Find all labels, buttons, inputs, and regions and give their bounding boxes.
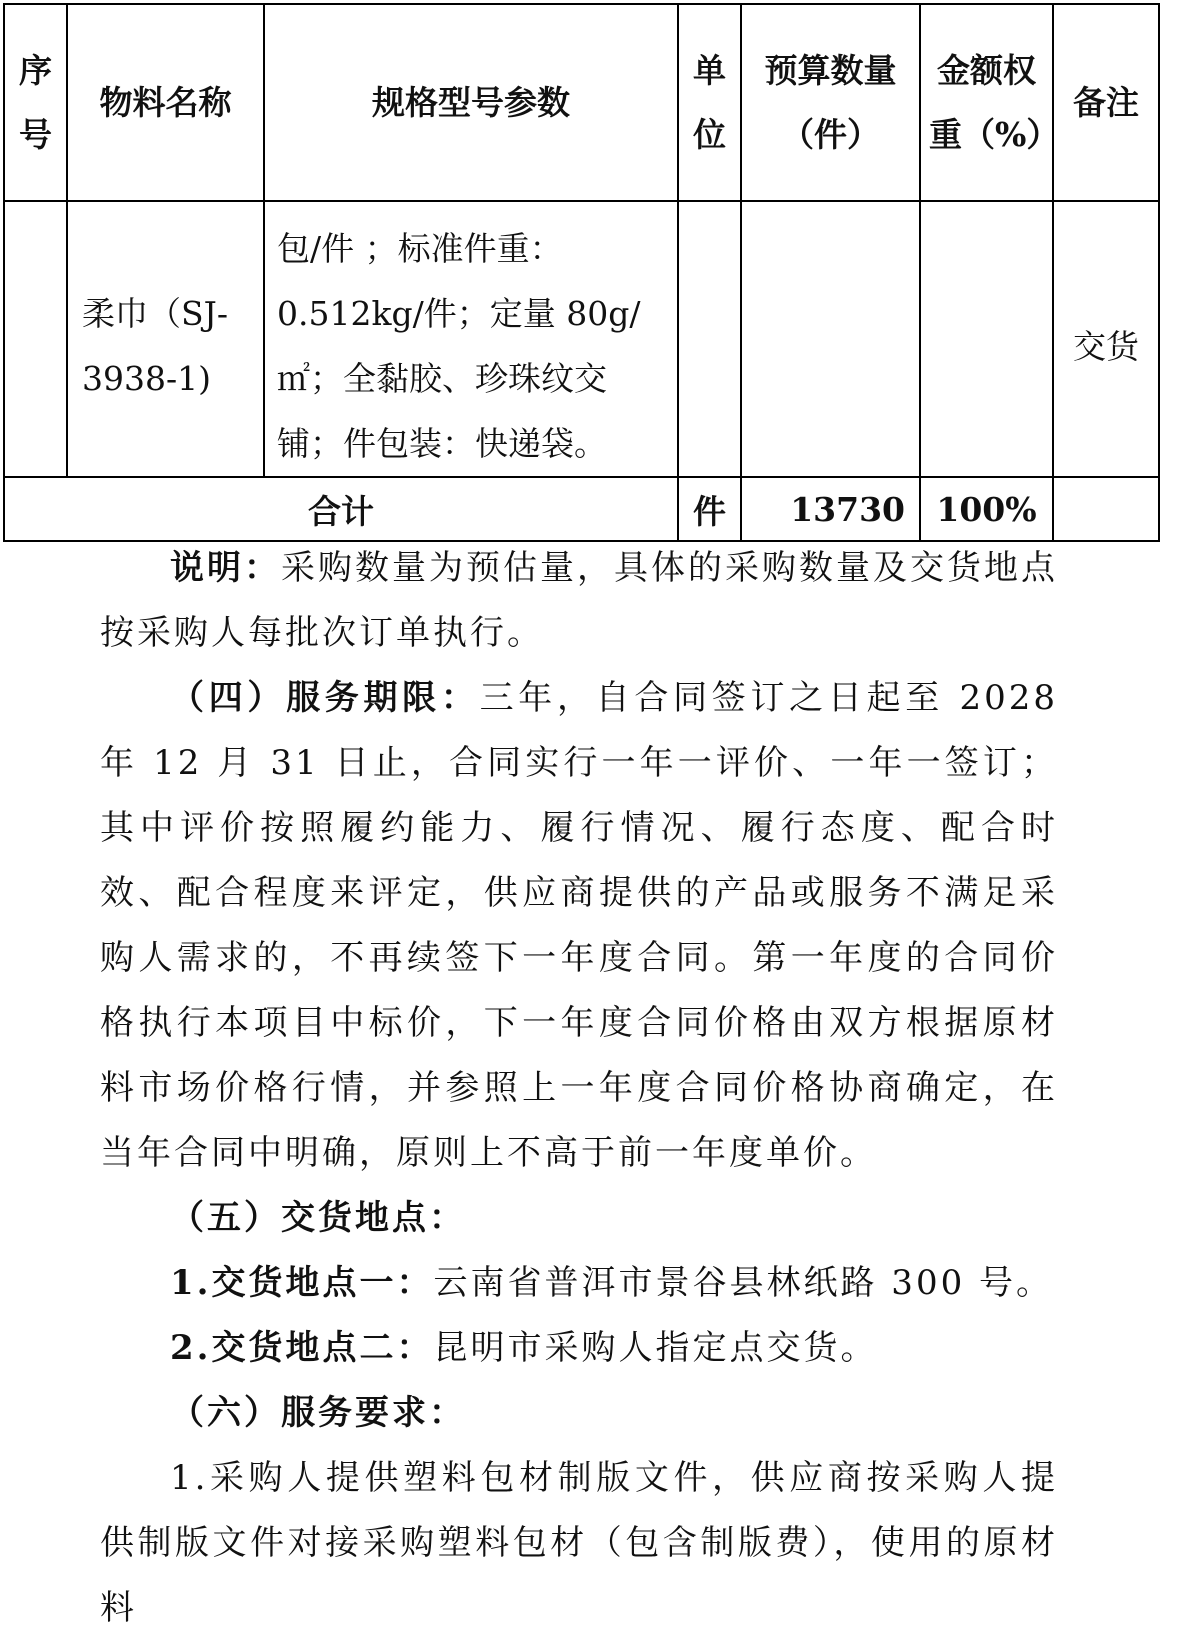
delivery-2-label: 2.交货地点二： [170, 1328, 434, 1368]
delivery-1-paragraph [100, 1251, 1058, 1316]
service-1-paragraph [100, 1446, 1058, 1641]
document-body [100, 536, 1058, 1641]
section-5-heading [100, 1186, 1058, 1251]
delivery-2-text: 昆明市采购人指定点交货。 [433, 1328, 878, 1368]
cell-seq [4, 201, 67, 477]
section-5-label: （五）交货地点： [170, 1198, 466, 1238]
note-text: 采购数量为预估量，具体的采购数量及交货地点按采购人每批次订单执行。 [100, 548, 1058, 653]
delivery-1-label: 1.交货地点一： [170, 1263, 434, 1303]
table-row [4, 201, 1159, 477]
specification-table [3, 3, 1160, 542]
section-4-label: （四）服务期限： [170, 678, 480, 718]
note-paragraph [100, 536, 1058, 666]
table-header-row [4, 4, 1159, 201]
service-1-text: 1.采购人提供塑料包材制版文件，供应商按采购人提供制版文件对接采购塑料包材（包含制版费），使用的原材料 [100, 1458, 1058, 1628]
total-qty: 13730 [741, 477, 920, 541]
cell-unit [678, 201, 741, 477]
total-note [1053, 477, 1159, 541]
header-spec: 规格型号参数 [264, 4, 678, 201]
header-qty: 预算数量（件） [741, 4, 920, 201]
note-label: 说明： [170, 548, 281, 588]
header-name: 物料名称 [67, 4, 264, 201]
header-note: 备注 [1053, 4, 1159, 201]
section-4-text: 三年，自合同签订之日起至 2028 年 12 月 31 日止，合同实行一年一评价、一年一签订；其中评价按照履约能力、履行情况、履行态度、配合时效、配合程度来评定，供应商提供的产品或服务不满足采购人需求的，不再续签下一年度合同。第一年度的合同价格执行本项目中标价，下一年度合同价格由双方根据原材料市场价格行情，并参照上一年度合同价格协商确定，在当年合同中明确，原则上不高于前一年度单价。 [100, 678, 1059, 1173]
cell-name: 柔巾（SJ-3938-1) [67, 201, 264, 477]
header-weight: 金额权重（%） [920, 4, 1053, 201]
cell-spec: 包/件 ；标准件重：0.512kg/件；定量 80g/㎡；全黏胶、珍珠纹交铺；件包装：快递袋。 [264, 201, 678, 477]
cell-qty [741, 201, 920, 477]
delivery-1-text: 云南省普洱市景谷县林纸路 300 号。 [433, 1263, 1054, 1303]
header-seq: 序号 [4, 4, 67, 201]
total-unit: 件 [678, 477, 741, 541]
cell-note: 交货 [1053, 201, 1159, 477]
delivery-2-paragraph [100, 1316, 1058, 1381]
section-4-paragraph [100, 666, 1058, 1186]
cell-weight [920, 201, 1053, 477]
header-unit: 单位 [678, 4, 741, 201]
total-label: 合计 [4, 477, 678, 541]
section-6-label: （六）服务要求： [170, 1393, 466, 1433]
table-total-row [4, 477, 1159, 541]
total-weight: 100% [920, 477, 1053, 541]
section-6-heading [100, 1381, 1058, 1446]
